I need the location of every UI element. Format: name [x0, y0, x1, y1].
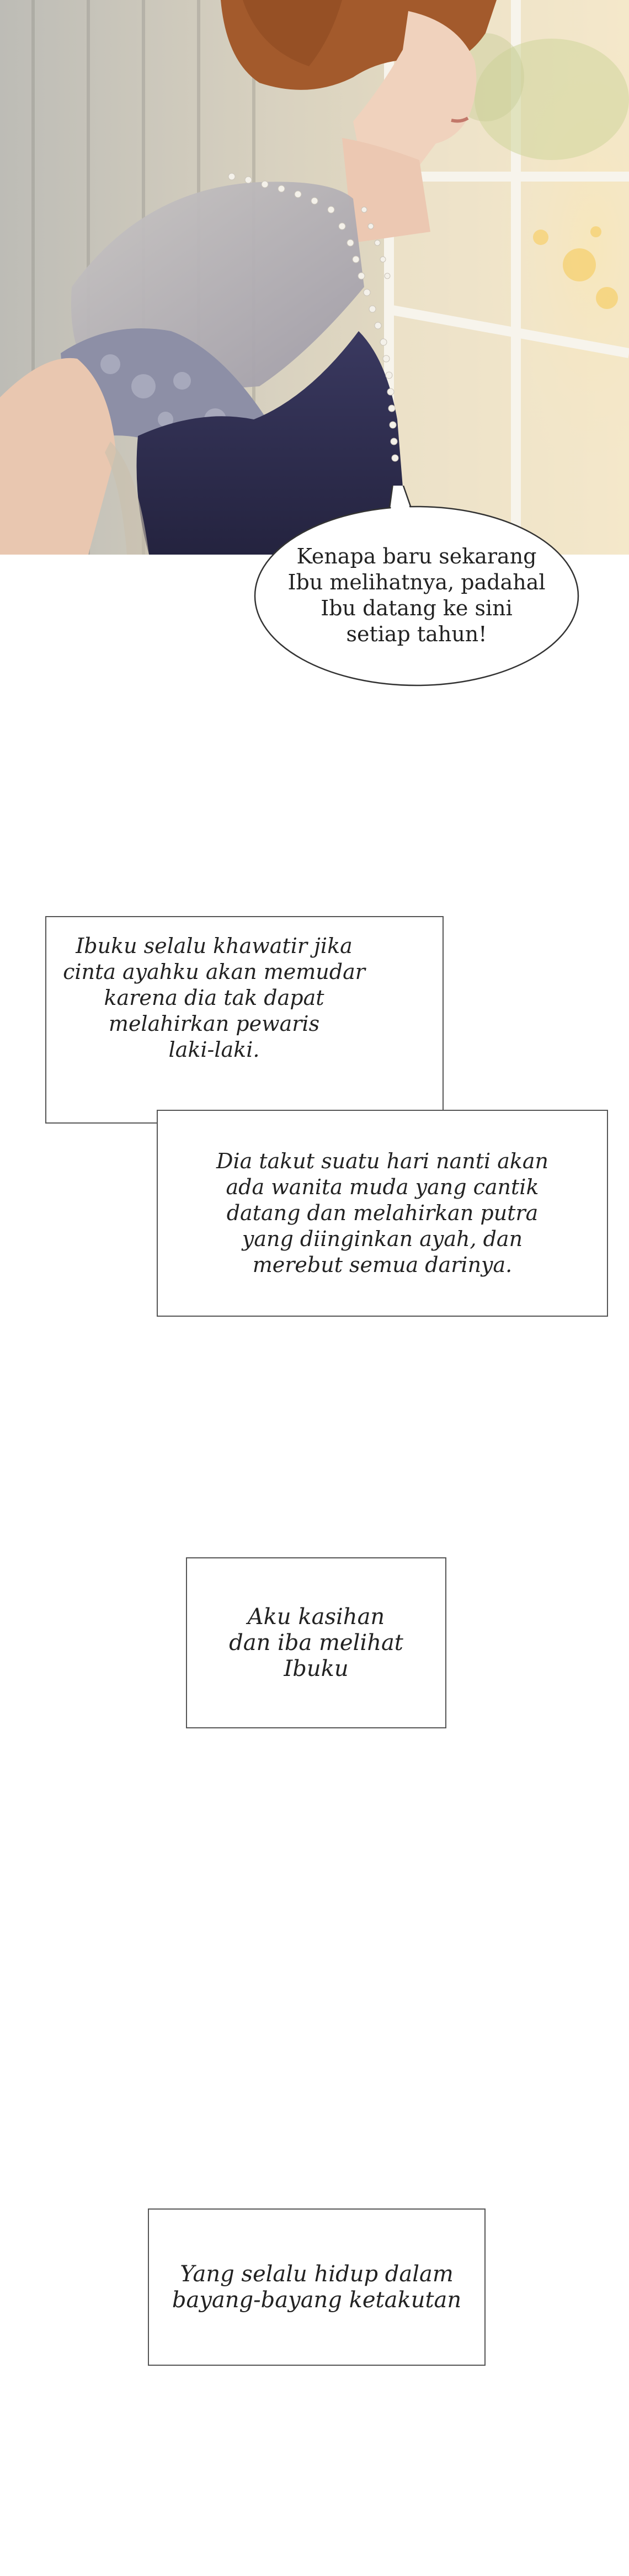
speech-bubble — [251, 486, 582, 695]
comic-panel-woman-at-window — [0, 0, 629, 555]
narration-text-2: Dia takut suatu hari nanti akan ada wanita muda yang cantik datang dan melahirkan putra yang diinginkan ayah, dan merebut semua darinya. — [216, 1149, 549, 1277]
narration-box-1 — [45, 916, 444, 1124]
narration-box-3 — [186, 1557, 446, 1728]
narration-text-4: Yang selalu hidup dalam bayang-bayang ketakutan — [172, 2261, 462, 2313]
narration-box-4 — [148, 2208, 486, 2366]
narration-text-1: Ibuku selalu khawatir jika cinta ayahku akan memudar karena dia tak dapat melahirkan pewaris laki-laki. — [63, 933, 365, 1062]
narration-box-2 — [157, 1110, 608, 1317]
speech-bubble-text: Kenapa baru sekarang Ibu melihatnya, padahal Ibu datang ke sini setiap tahun! — [287, 544, 546, 646]
narration-text-3: Aku kasihan dan iba melihat Ibuku — [229, 1604, 403, 1681]
